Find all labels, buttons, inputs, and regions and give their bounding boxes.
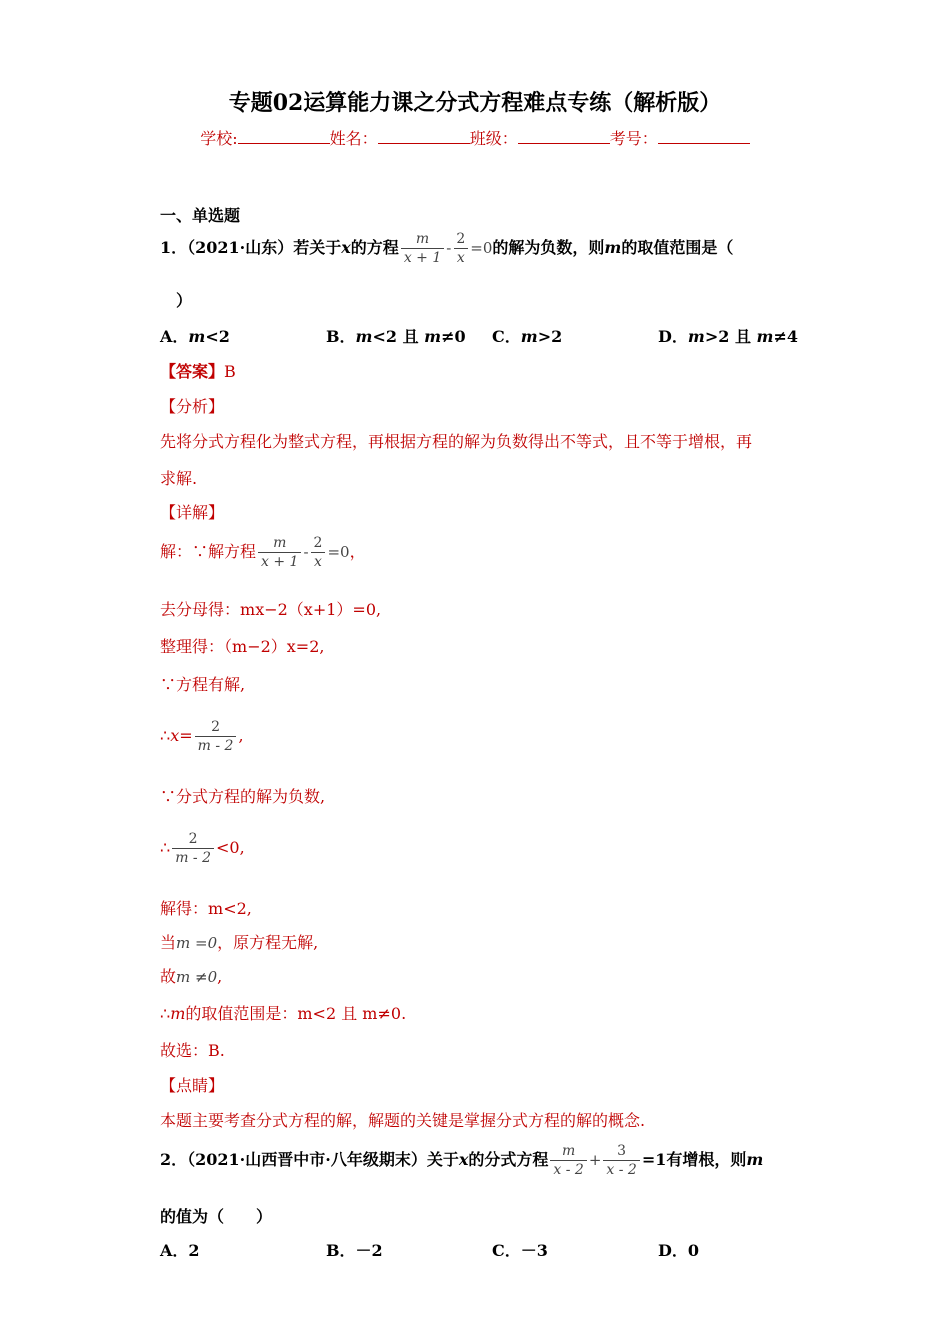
q1-mid: 的方程 bbox=[350, 238, 399, 257]
q1-analysis-line-2: 求解. bbox=[160, 469, 198, 488]
q2-fraction-1: $\frac{m}{x - 2}$ bbox=[550, 1142, 586, 1179]
q1-answer: 【答案】B bbox=[160, 362, 236, 381]
q1-fraction-1: $\frac{m}{x + 1}$ bbox=[401, 230, 444, 267]
q2-source: （2021·山西晋中市·八年级期末）关于 bbox=[187, 1150, 459, 1169]
name-label: 姓名： bbox=[329, 129, 378, 148]
q1-step-12: 故选：B. bbox=[160, 1041, 225, 1060]
q2-option-d[interactable]: D．0 bbox=[658, 1241, 700, 1260]
school-blank[interactable] bbox=[238, 129, 330, 144]
q1-source: （2021·山东）若关于 bbox=[187, 238, 342, 257]
q1-end: 的解为负数，则 bbox=[492, 238, 605, 257]
q1-analysis-label: 【分析】 bbox=[160, 397, 225, 416]
school-label: 学校: bbox=[200, 129, 238, 148]
q1-step-8: 解得：m<2, bbox=[160, 899, 252, 918]
section-heading: 一、单选题 bbox=[160, 206, 241, 225]
q1-close-paren: ） bbox=[176, 291, 193, 310]
question-1-stem bbox=[160, 230, 733, 267]
q1-step-2: 去分母得：mx−2（x+1）=0, bbox=[160, 600, 382, 619]
q1-end2: 的取值范围是（ bbox=[621, 238, 734, 257]
q1-step-5: ∴x= $\frac{2}{m - 2}$ , bbox=[160, 719, 244, 754]
q2-line-2: 的值为（ ） bbox=[160, 1207, 273, 1226]
q1-detail-label: 【详解】 bbox=[160, 503, 225, 522]
q1-step-3: 整理得：（m−2）x=2, bbox=[160, 637, 325, 656]
q1-number: 1． bbox=[160, 238, 188, 257]
q1-step-4: ∵方程有解, bbox=[160, 675, 246, 694]
q2-plus: + bbox=[588, 1151, 602, 1169]
page-title: 专题02运算能力课之分式方程难点专练（解析版） bbox=[228, 90, 722, 116]
q2-m: m bbox=[746, 1150, 764, 1169]
q1-comment: 本题主要考查分式方程的解，解题的关键是掌握分式方程的解的概念. bbox=[160, 1111, 646, 1130]
q1-step-10: 故m ≠0, bbox=[160, 967, 223, 986]
q1-step-11: ∴m的取值范围是：m<2 且 m≠0. bbox=[160, 1004, 407, 1023]
q1-m: m bbox=[604, 238, 622, 257]
q1-x: x bbox=[341, 238, 351, 257]
q2-number: 2． bbox=[160, 1150, 188, 1169]
q1-fraction-2: $\frac{2}{x}$ bbox=[453, 230, 468, 267]
q1-step-1: 解：∵解方程 $\frac{m}{x + 1}$ - $\frac{2}{x}$ =0， bbox=[160, 535, 366, 570]
q2-option-b[interactable]: B．－2 bbox=[326, 1241, 383, 1260]
q2-option-a[interactable]: A．2 bbox=[160, 1241, 200, 1260]
q1-step-6: ∵分式方程的解为负数, bbox=[160, 787, 326, 806]
q1-comment-label: 【点睛】 bbox=[160, 1076, 225, 1095]
q1-option-a[interactable]: A．m<2 bbox=[160, 327, 230, 346]
q1-eq0: =0 bbox=[470, 239, 493, 257]
q2-fraction-2: $\frac{3}{x - 2}$ bbox=[603, 1142, 639, 1179]
class-blank[interactable] bbox=[518, 129, 610, 144]
q1-analysis-line-1: 先将分式方程化为整式方程，再根据方程的解为负数得出不等式，且不等于增根，再 bbox=[160, 432, 753, 451]
q2-x: x bbox=[458, 1150, 469, 1169]
q2-mid: 的分式方程 bbox=[468, 1150, 549, 1169]
q1-step-7: ∴ $\frac{2}{m - 2}$ <0, bbox=[160, 831, 245, 866]
q1-option-b[interactable]: B．m<2 且 m≠0 bbox=[326, 327, 466, 346]
q1-option-d[interactable]: D．m>2 且 m≠4 bbox=[658, 327, 798, 346]
student-info-line bbox=[0, 126, 950, 149]
q2-option-c[interactable]: C．－3 bbox=[492, 1241, 548, 1260]
question-2-stem bbox=[160, 1142, 763, 1179]
q1-option-c[interactable]: C．m>2 bbox=[492, 327, 563, 346]
class-label: 班级： bbox=[469, 129, 518, 148]
q2-eq1: =1有增根，则 bbox=[641, 1150, 747, 1169]
number-label: 考号： bbox=[609, 129, 658, 148]
q1-step-9: 当m =0，原方程无解, bbox=[160, 933, 319, 952]
q1-minus: - bbox=[446, 239, 452, 257]
number-blank[interactable] bbox=[658, 129, 750, 144]
name-blank[interactable] bbox=[378, 129, 470, 144]
